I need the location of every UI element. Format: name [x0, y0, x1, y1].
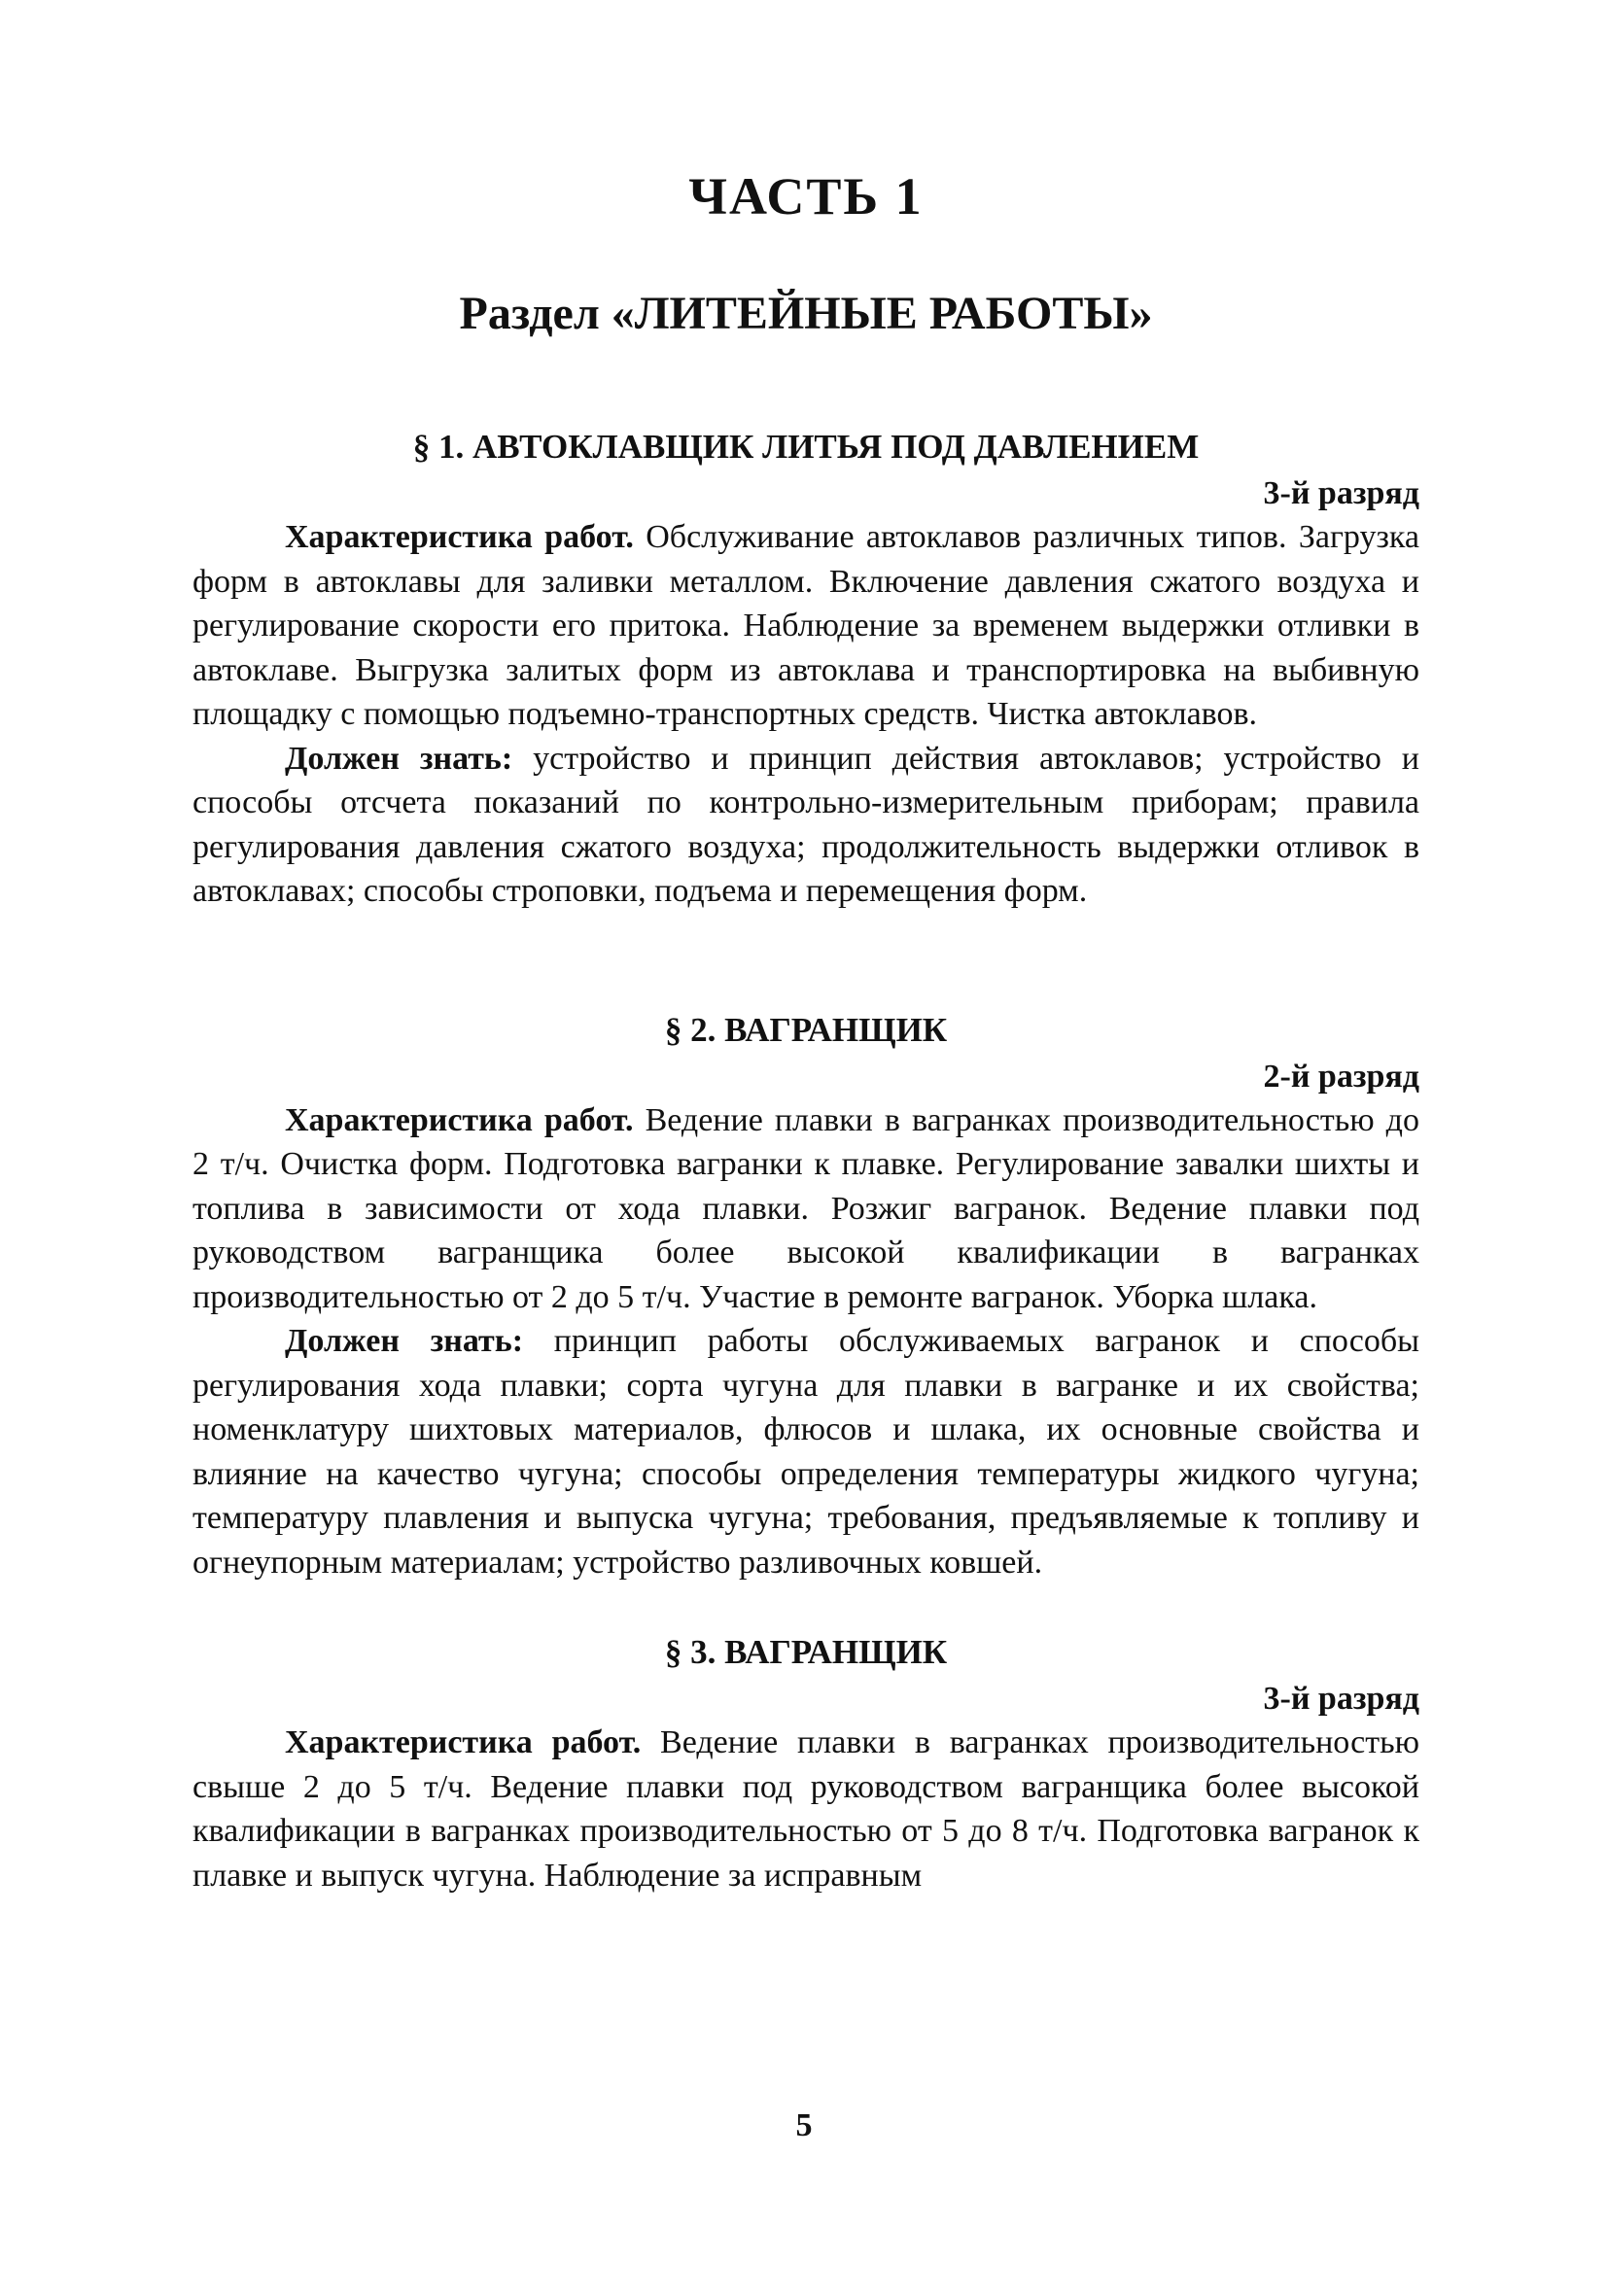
knowledge-label: Должен знать:	[285, 1323, 524, 1359]
page-number: 5	[795, 2107, 813, 2143]
part-title: ЧАСТЬ 1	[688, 167, 924, 226]
work-characteristics	[192, 515, 1419, 737]
work-characteristics	[192, 1721, 1419, 1897]
paragraph-3	[192, 1631, 1419, 1897]
characteristics-label: Характеристика работ.	[285, 1724, 642, 1760]
grade-label: 2-й разряд	[1263, 1058, 1419, 1095]
knowledge-label: Должен знать:	[285, 740, 513, 777]
characteristics-text: Обслуживание автоклавов различных типов. Загрузка форм в автоклавы для заливки металлом. Включение давления сжатого воздуха и регулирование скорости его притока. Наблюдение за временем выдержки отливки в автоклаве. Выгрузка залитых форм из автоклава и транспортировка на выбивную площадку с помощью подъемно-транспортных средств. Чистка автоклавов.	[192, 519, 1419, 732]
paragraph-heading: § 3. ВАГРАНЩИК	[664, 1633, 948, 1671]
knowledge-text: устройство и принцип действия автоклавов; устройство и способы отсчета показаний по контрольно-измерительным приборам; правила регулирования давления сжатого воздуха; продолжительность выдержки отливок в автоклавах; способы строповки, подъема и перемещения форм.	[192, 740, 1420, 909]
work-characteristics	[192, 1098, 1419, 1320]
paragraph-heading: § 2. ВАГРАНЩИК	[664, 1010, 948, 1049]
document-page	[192, 146, 1419, 1897]
grade-label: 3-й разряд	[1263, 475, 1419, 511]
characteristics-text: Ведение плавки в вагранках производительностью до 2 т/ч. Очистка форм. Подготовка вагранки к плавке. Регулирование завалки шихты и топлива в зависимости от хода плавки. Розжиг вагранок. Ведение плавки под руководством вагранщика более высокой квалификации в вагранках производительностью от 2 до 5 т/ч. Участие в ремонте вагранок. Уборка шлака.	[192, 1101, 1419, 1315]
knowledge-text: принцип работы обслуживаемых вагранок и способы регулирования хода плавки; сорта чугуна для плавки в вагранке и их свойства; номенклатуру шихтовых материалов, флюсов и шлака, их основные свойства и влияние на качество чугуна; способы определения температуры жидкого чугуна; температуру плавления и выпуска чугуна; требования, предъявляемые к топливу и огнеупорным материалам; устройство разливочных ковшей.	[192, 1323, 1419, 1581]
characteristics-label: Характеристика работ.	[285, 1101, 634, 1138]
characteristics-text: Ведение плавки в вагранках производительностью свыше 2 до 5 т/ч. Ведение плавки под руководством вагранщика более высокой квалификации в вагранках производительностью от 5 до 8 т/ч. Подготовка вагранок к плавке и выпуск чугуна. Наблюдение за исправным	[192, 1724, 1420, 1894]
required-knowledge	[192, 737, 1419, 914]
grade-label: 3-й разряд	[1263, 1681, 1419, 1717]
paragraph-2	[192, 1009, 1419, 1585]
paragraph-1	[192, 426, 1419, 914]
section-title: Раздел «ЛИТЕЙНЫЕ РАБОТЫ»	[459, 288, 1153, 339]
characteristics-label: Характеристика работ.	[285, 519, 634, 555]
paragraph-heading: § 1. АВТОКЛАВЩИК ЛИТЬЯ ПОД ДАВЛЕНИЕМ	[412, 428, 1200, 466]
required-knowledge	[192, 1319, 1419, 1584]
